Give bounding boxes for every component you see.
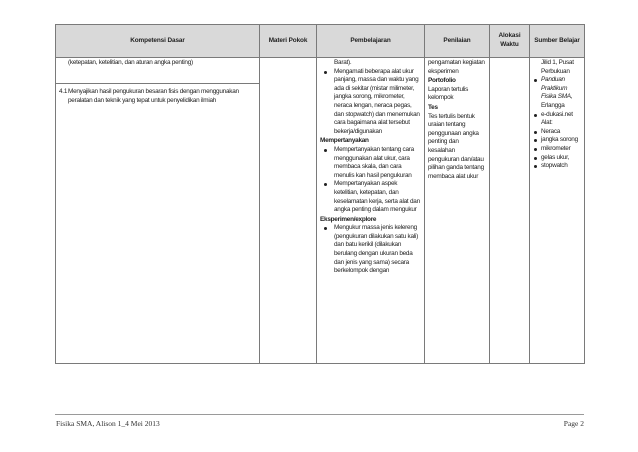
- list-item: Mempertanyakan tentang cara menggunakan alat ukur, cara membaca skala, dan cara menulis kan hasil pengukuran: [320, 146, 421, 180]
- list-item: mikrometer: [533, 145, 581, 154]
- header-pembelajaran: Pembelajaran: [317, 25, 425, 58]
- alat-label: Alat:: [541, 119, 553, 127]
- materi-cell: [260, 58, 317, 364]
- sumber-web-list: [533, 111, 581, 120]
- alat-list: [533, 128, 581, 171]
- sumber-cell: [530, 58, 585, 364]
- table-row: [56, 58, 585, 364]
- kompetensi-item: [56, 84, 259, 105]
- heading-tes: Tes: [428, 103, 438, 111]
- list-item: gelas ukur,: [533, 154, 581, 163]
- kompetensi-text: Menyajikan hasil pengukuran besaran fisis dengan menggunakan peralatan dan teknik yang tepat untuk penyelidikan ilmiah: [68, 88, 239, 104]
- heading-mempertanyakan: Mempertanyakan: [320, 137, 369, 145]
- kompetensi-cell: [56, 58, 260, 364]
- sumber-list: [533, 76, 581, 102]
- header-penilaian: Penilaian: [425, 25, 490, 58]
- header-alokasi-waktu: Alokasi Waktu: [490, 25, 530, 58]
- header-materi-pokok: Materi Pokok: [260, 25, 317, 58]
- pembelajaran-cell: [317, 58, 425, 364]
- list-item: e-dukasi.net: [533, 111, 581, 120]
- list-item: Mempertanyakan aspek ketelitian, ketepatan, dan keselamatan kerja, serta alat dan angka penting dalam mengukur: [320, 180, 421, 214]
- footer-page-number: Page 2: [563, 419, 584, 428]
- tes-text: Tes tertulis bentuk uraian tentang penggunaan angka penting dan kesalahan pengukuran dan/atau pilihan ganda tentang membaca alat ukur: [428, 112, 484, 180]
- header-kompetensi-dasar: Kompetensi Dasar: [56, 25, 260, 58]
- list-item: Panduan Praktikum Fisika SMA,: [533, 76, 581, 102]
- footer-document-info: Fisika SMA, Alison 1_4 Mei 2013: [56, 419, 160, 428]
- penilaian-continuation: pengamatan kegiatan eksperimen: [428, 59, 485, 75]
- footer-divider: [55, 414, 584, 415]
- table-header-row: [56, 25, 585, 58]
- heading-eksperimen: Eksperimen/explore: [320, 215, 377, 223]
- eksperimen-list: [320, 224, 421, 276]
- portofolio-text: Laporan tertulis kelompok: [428, 85, 469, 102]
- penilaian-cell: [425, 58, 490, 364]
- kompetensi-number: 4.1: [59, 88, 68, 95]
- list-item: stopwatch: [533, 162, 581, 171]
- syllabus-table: [55, 24, 585, 364]
- mempertanyakan-list: [320, 146, 421, 215]
- list-item: Mengamati beberapa alat ukur panjang, massa dan waktu yang ada di sekitar (mistar milimeter, jangka sorong, mikrometer, neraca lengan, neraca pegas, dan stopwatch) dan menemukan cara bagaimana alat tersebut bekerja/digunakan: [320, 68, 421, 137]
- sumber-publisher: Erlangga: [541, 101, 565, 109]
- kompetensi-continuation: (ketepatan, ketelitian, dan aturan angka penting): [56, 58, 259, 84]
- heading-portofolio: Portofolio: [428, 77, 456, 85]
- pembelajaran-continuation: Barat).: [334, 59, 352, 66]
- sumber-continuation: Jilid 1, Pusat Perbukuan: [541, 59, 574, 75]
- list-item: Neraca: [533, 128, 581, 137]
- mengamati-list: [320, 68, 421, 137]
- alokasi-cell: [490, 58, 530, 364]
- header-sumber-belajar: Sumber Belajar: [530, 25, 585, 58]
- list-item: Mengukur massa jenis kelereng (pengukuran dilakukan satu kali) dan batu kerikil (dilakukan berulang dengan ukuran beda dan jenis yang sama) secara berkelompok dengan: [320, 224, 421, 276]
- list-item: jangka sorong: [533, 136, 581, 145]
